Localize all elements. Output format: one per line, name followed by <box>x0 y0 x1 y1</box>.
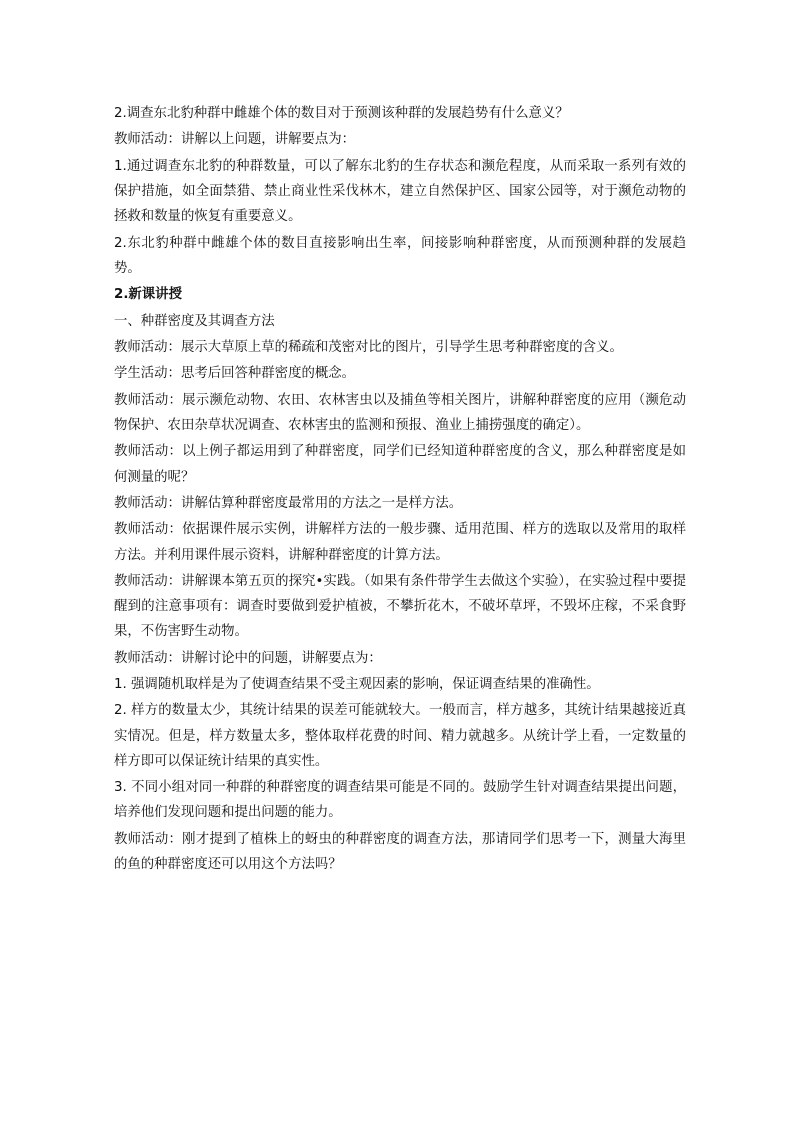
paragraph: 3. 不同小组对同一种群的种群密度的调查结果可能是不同的。鼓励学生针对调查结果提出问题，培养他们发现问题和提出问题的能力。 <box>114 780 686 821</box>
document-body <box>114 101 686 878</box>
paragraph: 1. 强调随机取样是为了使调查结果不受主观因素的影响，保证调查结果的准确性。 <box>114 677 600 693</box>
paragraph: 1.通过调查东北豹的种群数量，可以了解东北豹的生存状态和濒危程度，从而采取一系列有效的保护措施，如全面禁猎、禁止商业性采伐林木，建立自然保护区、国家公园等，对于濒危动物的拯救和数量的恢复有重要意义。 <box>114 158 686 225</box>
paragraph: 一、种群密度及其调查方法 <box>114 313 275 329</box>
section-heading: 2.新课讲授 <box>114 287 182 303</box>
paragraph: 教师活动：讲解讨论中的问题，讲解要点为： <box>114 650 382 666</box>
paragraph: 2.东北豹种群中雌雄个体的数目直接影响出生率，间接影响种群密度，从而预测种群的发展趋势。 <box>114 235 686 276</box>
paragraph: 2.调查东北豹种群中雌雄个体的数目对于预测该种群的发展趋势有什么意义？ <box>114 106 569 121</box>
paragraph: 学生活动：思考后回答种群密度的概念。 <box>114 366 356 382</box>
paragraph: 教师活动：讲解以上问题，讲解要点为： <box>114 132 356 148</box>
paragraph: 教师活动：刚才提到了植株上的蚜虫的种群密度的调查方法，那请同学们思考一下，测量大海里的鱼的种群密度还可以用这个方法吗？ <box>114 831 686 873</box>
paragraph: 2. 样方的数量太少，其统计结果的误差可能就较大。一般而言，样方越多，其统计结果越接近真实情况。但是，样方数量太多，整体取样花费的时间、精力就越多。从统计学上看，一定数量的样方即可以保证统计结果的真实性。 <box>114 703 686 769</box>
paragraph: 教师活动：展示大草原上草的稀疏和茂密对比的图片，引导学生思考种群密度的含义。 <box>114 339 623 355</box>
paragraph: 教师活动：讲解课本第五页的探究•实践。（如果有条件带学生去做这个实验），在实验过程中要提醒到的注意事项有：调查时要做到爱护植被，不攀折花木，不破坏草坪，不毁坏庄稼，不采食野果，不伤害野生动物。 <box>114 573 686 640</box>
paragraph: 教师活动：以上例子都运用到了种群密度，同学们已经知道种群密度的含义，那么种群密度是如何测量的呢？ <box>114 444 686 485</box>
paragraph: 教师活动：展示濒危动物、农田、农林害虫以及捕鱼等相关图片，讲解种群密度的应用（濒危动物保护、农田杂草状况调查、农林害虫的监测和预报、渔业上捕捞强度的确定）。 <box>114 392 686 433</box>
paragraph: 教师活动：依据课件展示实例，讲解样方法的一般步骤、适用范围、样方的选取以及常用的取样方法。并利用课件展示资料，讲解种群密度的计算方法。 <box>114 522 686 563</box>
paragraph: 教师活动：讲解估算种群密度最常用的方法之一是样方法。 <box>114 495 463 511</box>
